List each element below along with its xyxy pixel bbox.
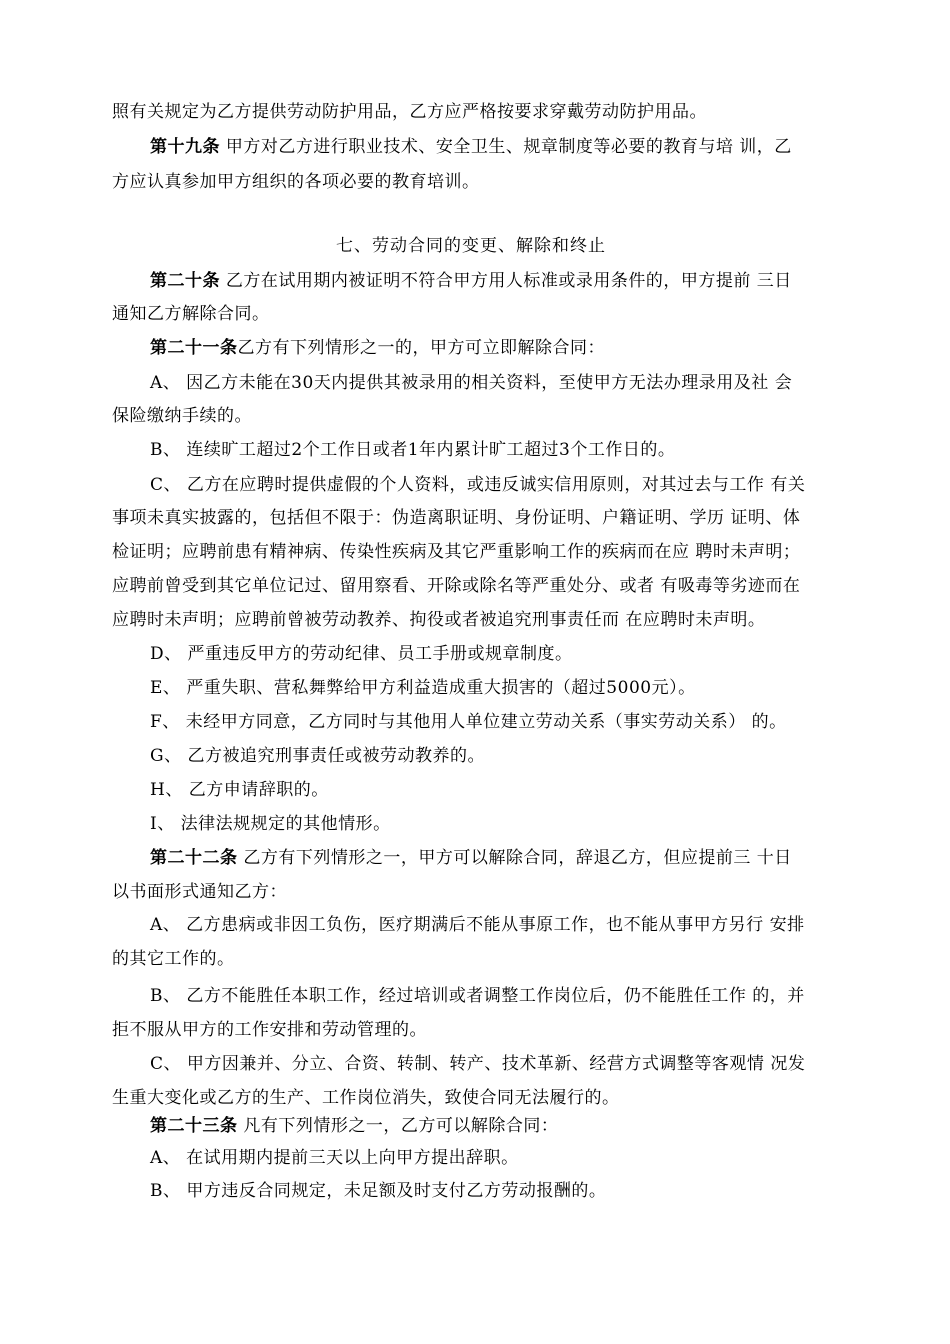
line-text: 事项未真实披露的，包括但不限于：伪造离职证明、身份证明、户籍证明、学历 证明、体 [112,508,801,528]
paragraph-line [150,372,792,394]
line-text: 检证明；应聘前患有精神病、传染性疾病及其它严重影响工作的疾病而在应 聘时未声明； [112,542,801,562]
article-heading: 第二十三条 [150,1116,238,1136]
line-text: 照有关规定为乙方提供劳动防护用品，乙方应严格按要求穿戴劳动防护用品。 [112,102,707,122]
line-text: 乙方在试用期内被证明不符合甲方用人标准或录用条件的，甲方提前 三日 [220,271,792,291]
line-text: A、 在试用期内提前三天以上向甲方提出辞职。 [150,1148,519,1168]
paragraph-line [150,779,329,801]
paragraph-line [150,847,792,869]
paragraph-line [150,136,792,158]
paragraph-line [150,914,805,936]
line-text: 乙方有下列情形之一的，甲方可立即解除合同： [237,338,605,358]
paragraph-line [150,1053,805,1075]
paragraph-line [150,1115,558,1137]
paragraph-line [150,337,605,359]
paragraph-line [112,948,235,970]
line-text: 通知乙方解除合同。 [112,304,270,324]
paragraph-line [112,609,765,631]
paragraph-line [150,270,792,292]
line-text: B、 甲方违反合同规定，未足额及时支付乙方劳动报酬的。 [150,1181,607,1201]
line-text: 以书面形式通知乙方： [112,882,287,902]
paragraph-line [112,101,707,123]
paragraph-line [112,881,287,903]
line-text: 乙方有下列情形之一，甲方可以解除合同，辞退乙方，但应提前三 十日 [237,848,792,868]
article-heading: 第二十二条 [150,848,238,868]
line-text: 的其它工作的。 [112,949,235,969]
line-text: B、 乙方不能胜任本职工作，经过培训或者调整工作岗位后，仍不能胜任工作 的，并 [150,986,805,1006]
paragraph-line [112,303,270,325]
line-text: A、 因乙方未能在30天内提供其被录用的相关资料，至使甲方无法办理录用及社 会 [150,373,793,393]
line-text: I、 法律法规规定的其他情形。 [150,814,391,834]
section-title [336,235,606,257]
line-text: 应聘时未声明；应聘前曾被劳动教养、拘役或者被追究刑事责任而 在应聘时未声明。 [112,610,766,630]
paragraph-line [150,813,391,835]
paragraph-line [112,171,480,193]
line-text: D、 严重违反甲方的劳动纪律、员工手册或规章制度。 [150,644,573,664]
line-text: H、 乙方申请辞职的。 [150,780,329,800]
line-text: A、 乙方患病或非因工负伤，医疗期满后不能从事原工作，也不能从事甲方另行 安排 [150,915,805,935]
line-text: C、 甲方因兼并、分立、合资、转制、转产、技术革新、经营方式调整等客观情 况发 [150,1054,806,1074]
paragraph-line [112,507,800,529]
paragraph-line [112,541,800,563]
article-heading: 第十九条 [150,137,220,157]
paragraph-line [112,1019,427,1041]
paragraph-line [112,405,252,427]
line-text: 方应认真参加甲方组织的各项必要的教育培训。 [112,172,480,192]
line-text: 保险缴纳手续的。 [112,406,252,426]
article-heading: 第二十条 [150,271,220,291]
paragraph-line [112,1087,620,1109]
line-text: 甲方对乙方进行职业技术、安全卫生、规章制度等必要的教育与培 训，乙 [220,137,792,157]
paragraph-line [150,1180,606,1202]
line-text: 七、劳动合同的变更、解除和终止 [336,236,606,256]
paragraph-line [112,575,800,597]
paragraph-line [150,474,805,496]
line-text: C、 乙方在应聘时提供虚假的个人资料，或违反诚实信用原则，对其过去与工作 有关 [150,475,806,495]
paragraph-line [150,677,696,699]
line-text: F、 未经甲方同意，乙方同时与其他用人单位建立劳动关系（事实劳动关系） 的。 [150,712,787,732]
paragraph-line [150,745,485,767]
line-text: 应聘前曾受到其它单位记过、留用察看、开除或除名等严重处分、或者 有吸毒等劣迹而在 [112,576,801,596]
paragraph-line [150,985,805,1007]
line-text: B、 连续旷工超过2个工作日或者1年内累计旷工超过3个工作日的。 [150,440,676,460]
line-text: 拒不服从甲方的工作安排和劳动管理的。 [112,1020,427,1040]
line-text: 凡有下列情形之一，乙方可以解除合同： [237,1116,559,1136]
paragraph-line [150,643,573,665]
paragraph-line [150,1147,519,1169]
paragraph-line [150,439,675,461]
line-text: E、 严重失职、营私舞弊给甲方利益造成重大损害的（超过5000元）。 [150,678,696,698]
article-heading: 第二十一条 [150,338,238,358]
paragraph-line [150,711,787,733]
line-text: G、 乙方被追究刑事责任或被劳动教养的。 [150,746,485,766]
line-text: 生重大变化或乙方的生产、工作岗位消失，致使合同无法履行的。 [112,1088,620,1108]
